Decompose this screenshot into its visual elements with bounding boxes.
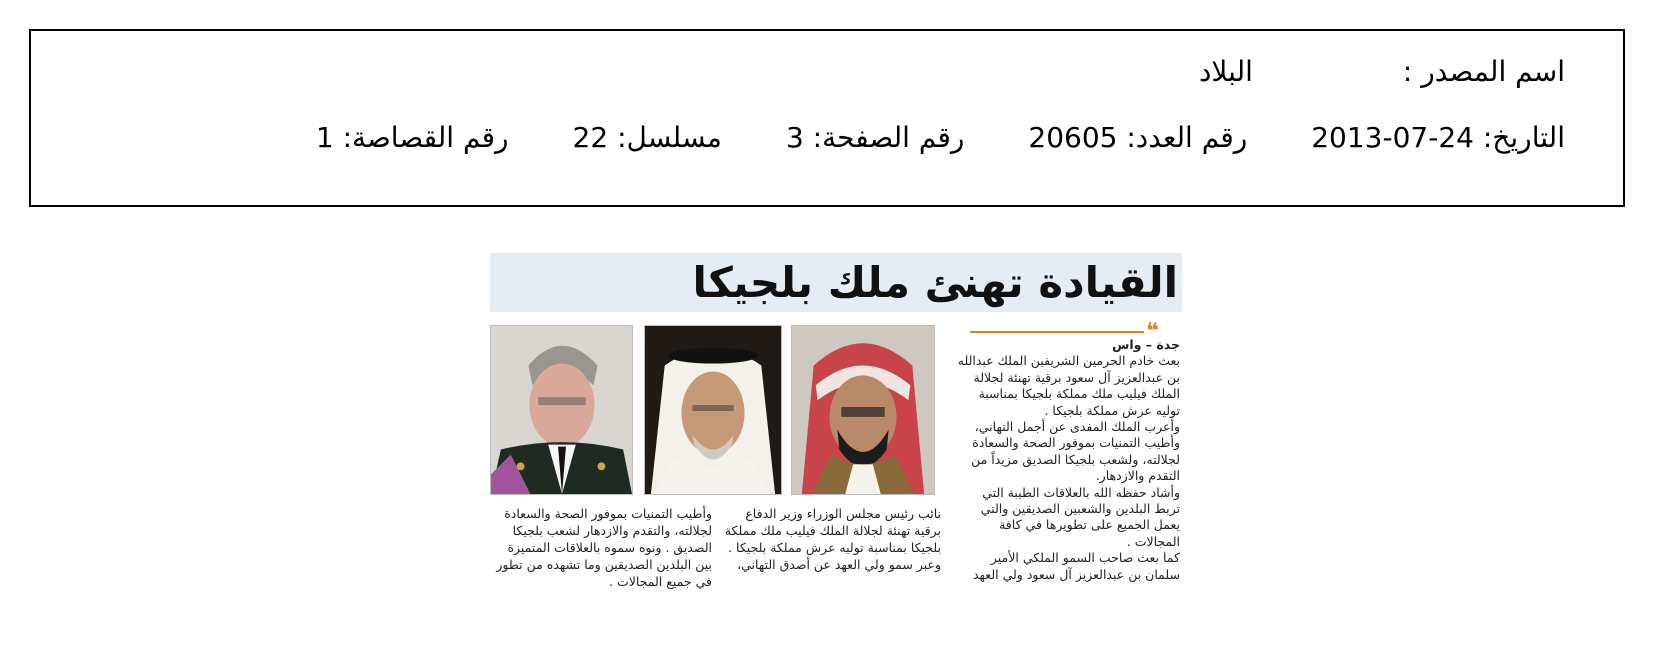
article-column-middle bbox=[721, 505, 941, 573]
date-value: 2013-07-24 bbox=[1311, 121, 1474, 154]
quote-mark-icon: ❝ bbox=[1146, 319, 1159, 344]
paragraph: نائب رئيس مجلس الوزراء وزير الدفاع برقية تهنئة لجلالة الملك فيليب ملك مملكة بلجيكا بمناسبة توليه عرش مملكة بلجيكا . bbox=[724, 506, 941, 555]
portrait-photo-prince-salman bbox=[644, 325, 782, 495]
paragraph: وأشاد حفظه الله بالعلاقات الطيبة التي تربط البلدين والشعبين الصديقين والتي يعمل الجميع على تطويرها في كافة المجالات . bbox=[980, 484, 1180, 549]
page-value: 3 bbox=[785, 121, 804, 154]
issue-label: رقم العدد: bbox=[1126, 121, 1248, 154]
article-headline: القيادة تهنئ ملك بلجيكا bbox=[692, 258, 1178, 307]
paragraph: وأطيب التمنيات بموفور الصحة والسعادة لجلالته، والتقدم والازدهار لشعب بلجيكا الصديق . ونوه سموه بالعلاقات المتميزة بين البلدين الصديقين وما تشهده من تطور في جميع المجالات . bbox=[496, 506, 712, 589]
details-row bbox=[316, 121, 1565, 154]
paragraph: كما بعث صاحب السمو الملكي الأمير سلمان بن عبدالعزيز آل سعود ولي العهد bbox=[972, 550, 1180, 582]
newspaper-clipping bbox=[474, 243, 1194, 643]
issue-value: 20605 bbox=[1028, 121, 1118, 154]
paragraph: وأعرب الملك المفدى عن أجمل التهاني، وأطيب التمنيات بموفور الصحة والسعادة لجلالته، ولشعب بلجيكا الصديق مزيداً من التقدم والازدهار. bbox=[971, 419, 1180, 484]
paragraph: وعبر سمو ولي العهد عن أصدق التهاني، bbox=[737, 557, 941, 572]
clip-value: 1 bbox=[315, 121, 334, 154]
source-row bbox=[1199, 55, 1565, 88]
portrait-photo-king-philippe bbox=[490, 325, 633, 495]
accent-rule bbox=[970, 331, 1144, 333]
source-label: اسم المصدر : bbox=[1402, 55, 1565, 88]
article-column-right bbox=[954, 337, 1180, 583]
date-label: التاريخ: bbox=[1482, 121, 1565, 154]
article-dateline: جدة – واس bbox=[1112, 337, 1180, 352]
page-label: رقم الصفحة: bbox=[812, 121, 965, 154]
portrait-photo-king-abdullah bbox=[791, 325, 935, 495]
serial-label: مسلسل: bbox=[617, 121, 722, 154]
paragraph: بعث خادم الحرمين الشريفين الملك عبدالله بن عبدالعزيز آل سعود برقية تهنئة لجلالة الملك فيليب ملك مملكة بلجيكا بمناسبة توليه عرش مملكة بلجيكا . bbox=[957, 353, 1180, 418]
headline-band bbox=[490, 253, 1182, 312]
clip-label: رقم القصاصة: bbox=[342, 121, 509, 154]
article-column-left bbox=[490, 505, 712, 590]
serial-value: 22 bbox=[572, 121, 609, 154]
source-value: البلاد bbox=[1198, 55, 1253, 88]
clipping-metadata-box bbox=[29, 29, 1625, 207]
